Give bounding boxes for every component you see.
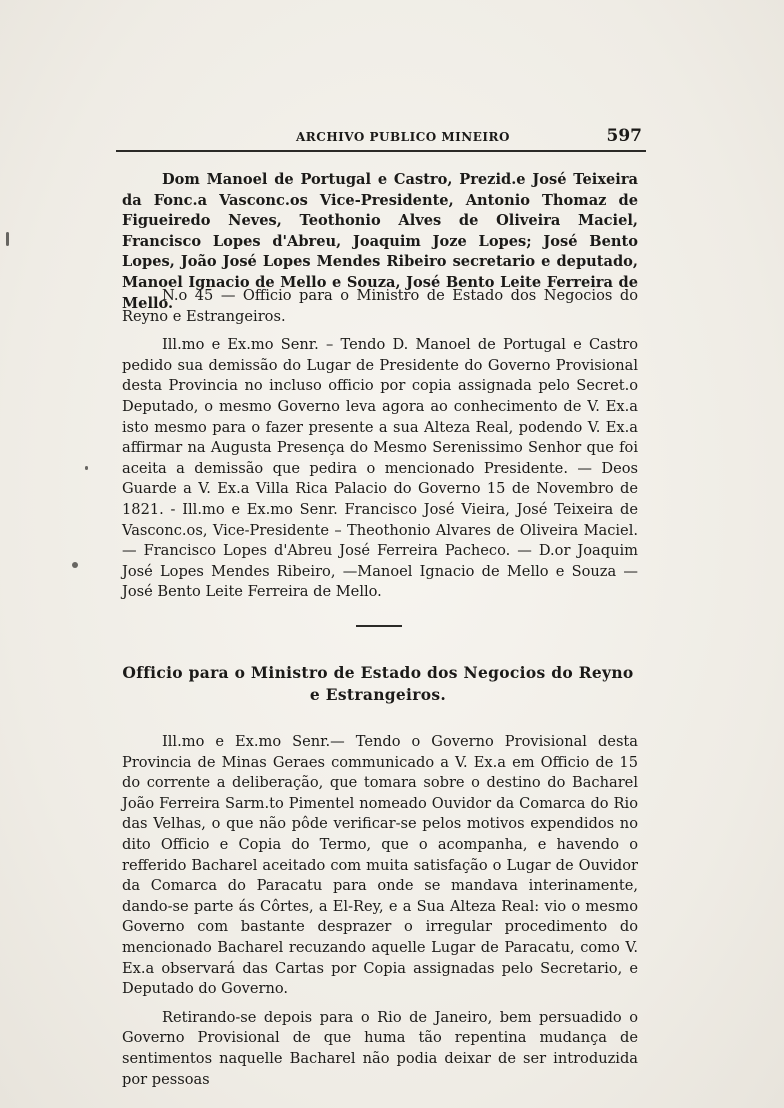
section-heading: Officio para o Ministro de Estado dos Negocios do Reyno e Estrangeiros. xyxy=(122,663,634,704)
signatories-paragraph: Dom Manoel de Portugal e Castro, Prezid.e José Teixeira da Fonc.a Vasconc.os Vice-Presidente, Antonio Thomaz de Figueiredo Neves, Teothonio Alves de Oliveira Maciel, Francisco Lopes d'Abreu, Joaquim Joze Lopes; José Bento Lopes, João José Lopes Mendes Ribeiro secretario e deputado, Manoel Ignacio de Mello e Souza, José Bento Leite Ferreira de Mello. xyxy=(122,171,638,312)
section-divider xyxy=(356,625,402,627)
officio-paragraph-1: Ill.mo e Ex.mo Senr.— Tendo o Governo Provisional desta Provincia de Minas Geraes communicado a V. Ex.a em Officio de 15 do corrente a deliberação, que tomara sobre o destino do Bacharel João Ferreira Sarm.to Pimentel nomeado Ouvidor da Comarca do Rio das Velhas, o que não pôde verificar-se pelos motivos expendidos no dito Officio e Copia do Termo, que o acompanha, e havendo o refferido Bacharel aceitado com muita satisfação o Lugar de Ouvidor da Comarca do Paracatu para onde se mandava interinamente, dando-se parte ás Côrtes, a El-Rey, e a Sua Alteza Real: vio o mesmo Governo com bastante desprazer o irregular procedimento do mencionado Bacharel recuzando aquelle Lugar de Paracatu, como V. Ex.a observará das Cartas por Copia assignadas pelo Secretario, e Deputado do Governo. xyxy=(122,733,638,998)
officio-paragraph-2: Retirando-se depois para o Rio de Janeiro, bem persuadido o Governo Provisional de que huma tão repentina mudança de sentimentos naquelle Bacharel não podia deixar de ser introduzida por pessoas xyxy=(122,1008,638,1088)
scan-artifact-mark xyxy=(6,232,9,246)
running-header xyxy=(116,124,646,152)
scan-artifact-mark xyxy=(72,562,78,568)
letter-45-title: N.o 45 — Officio para o Ministro de Estado dos Negocios do Reyno e Estrangeiros. xyxy=(122,287,638,325)
header-rule xyxy=(116,150,646,152)
scan-artifact-mark xyxy=(85,466,88,470)
letter-45-block xyxy=(122,286,638,611)
officio-block xyxy=(122,732,638,1098)
letter-45-body: Ill.mo e Ex.mo Senr. – Tendo D. Manoel de Portugal e Castro pedido sua demissão do Lugar de Presidente do Governo Provisional desta Provincia no incluso officio por copia assignada pelo Secret.o Deputado, o mesmo Governo leva agora ao conhecimento de V. Ex.a isto mesmo para o fazer presente a sua Alteza Real, podendo V. Ex.a affirmar na Augusta Presença do Mesmo Serenissimo Senhor que foi aceita a demissão que pedira o mencionado Presidente. — Deos Guarde a V. Ex.a Villa Rica Palacio do Governo 15 de Novembro de 1821. - Ill.mo e Ex.mo Senr. Francisco José Vieira, José Teixeira de Vasconc.os, Vice-Presidente – Theothonio Alvares de Oliveira Maciel. — Francisco Lopes d'Abreu José Ferreira Pacheco. — D.or Joaquim José Lopes Mendes Ribeiro, —Manoel Ignacio de Mello e Souza — José Bento Leite Ferreira de Mello. xyxy=(122,336,638,601)
page-number: 597 xyxy=(606,126,642,146)
running-title: ARCHIVO PUBLICO MINEIRO xyxy=(296,130,510,144)
